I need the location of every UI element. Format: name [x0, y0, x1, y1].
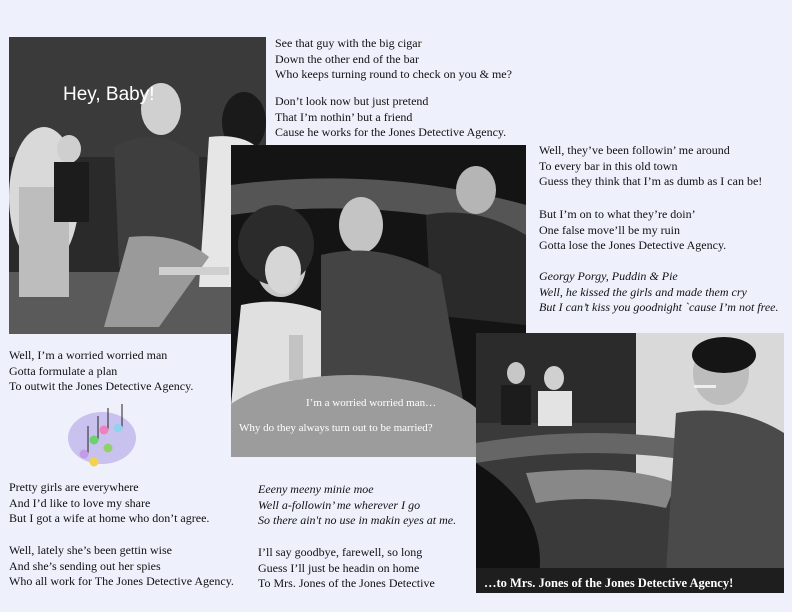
verse-1: See that guy with the big cigar Down the other end of the bar Who keeps turning round to check on you & me?: [275, 36, 512, 81]
verse-4: But I’m on to what they’re doin’ One false move’ll be my ruin Gotta lose the Jones Detective Agency.: [539, 207, 727, 252]
photo-caption-married: Why do they always turn out to be married?: [239, 422, 433, 434]
photo-bar-hey-baby: [9, 37, 266, 334]
verse-8: Well, lately she’s been gettin wise And she’s sending out her spies Who all work for The Jones Detective Agency.: [9, 543, 234, 588]
verse-10: I’ll say goodbye, farewell, so long Guess I’ll just be headin on home To Mrs. Jones of the Jones Detective: [258, 545, 435, 590]
verse-5-chorus: Georgy Porgy, Puddin & Pie Well, he kissed the girls and made them cry But I can’t kiss you goodnight `cause I’m not free.: [539, 269, 779, 314]
photo-man-at-bar: [476, 333, 784, 593]
verse-6: Well, I’m a worried worried man Gotta formulate a plan To outwit the Jones Detective Agency.: [9, 348, 194, 393]
photo-caption-worried-man: I’m a worried worried man…: [306, 397, 437, 409]
verse-9-chorus: Eeeny meeny minie moe Well a-followin’ me wherever I go So there ain't no use in makin eyes at me.: [258, 482, 457, 527]
music-notes-icon: [64, 402, 140, 468]
photo-caption-hey-baby: Hey, Baby!: [63, 84, 155, 105]
photo-caption-mrs-jones: …to Mrs. Jones of the Jones Detective Agency!: [484, 576, 734, 590]
verse-2: Don’t look now but just pretend That I’m nothin’ but a friend Cause he works for the Jones Detective Agency.: [275, 94, 507, 139]
verse-7: Pretty girls are everywhere And I’d like to love my share But I got a wife at home who don’t agree.: [9, 480, 210, 525]
verse-3: Well, they’ve been followin’ me around To every bar in this old town Guess they think that I’m as dumb as I can be!: [539, 143, 763, 188]
